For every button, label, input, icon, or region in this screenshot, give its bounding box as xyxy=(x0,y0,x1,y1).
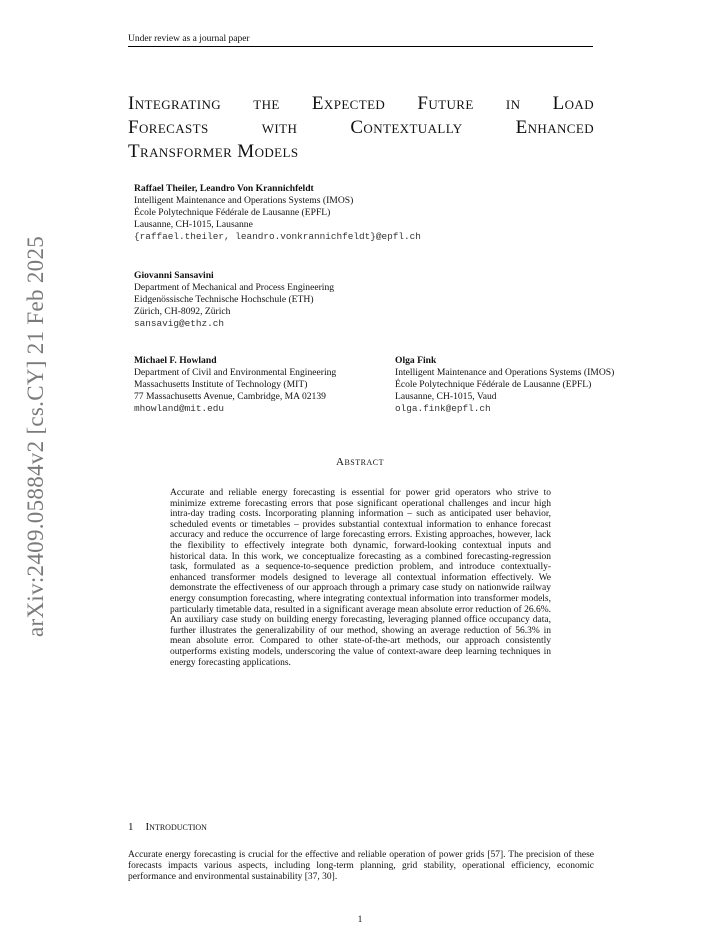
section-heading xyxy=(128,821,207,833)
running-header: Under review as a journal paper xyxy=(128,34,593,47)
affiliation-line: Intelligent Maintenance and Operations Systems (IMOS) xyxy=(134,195,354,207)
author-name: Giovanni Sansavini xyxy=(134,270,214,281)
section-number: 1 xyxy=(128,821,134,833)
affiliation-line: Zürich, CH-8092, Zürich xyxy=(134,306,231,318)
title-line-3: Transformer Models xyxy=(128,141,299,162)
arxiv-stamp: arXiv:2409.05884v2 [cs.CY] 21 Feb 2025 xyxy=(23,235,48,637)
author-email: olga.fink@epfl.ch xyxy=(395,403,491,415)
affiliation-line: Intelligent Maintenance and Operations Systems (IMOS) xyxy=(395,367,615,379)
affiliation-line: Department of Civil and Environmental Engineering xyxy=(134,367,337,379)
author-block-4 xyxy=(395,355,614,415)
title-line-1: Integrating the Expected Future in Load xyxy=(128,93,594,114)
affiliation-line: Lausanne, CH-1015, Lausanne xyxy=(134,219,253,231)
affiliation-line: Department of Mechanical and Process Engineering xyxy=(134,282,335,294)
author-block-1 xyxy=(134,183,421,243)
title-line-2: Forecasts with Contextually Enhanced xyxy=(128,117,594,138)
author-email: {raffael.theiler, leandro.vonkrannichfeldt}@epfl.ch xyxy=(134,231,421,243)
author-block-3 xyxy=(134,355,336,415)
section-title: Introduction xyxy=(145,821,207,833)
author-name: Olga Fink xyxy=(395,355,437,366)
affiliation-line: École Polytechnique Fédérale de Lausanne (EPFL) xyxy=(395,379,592,391)
affiliation-line: Eidgenössische Technische Hochschule (ETH) xyxy=(134,294,314,306)
affiliation-line: École Polytechnique Fédérale de Lausanne (EPFL) xyxy=(134,207,331,219)
author-name: Michael F. Howland xyxy=(134,355,217,366)
abstract-body: Accurate and reliable energy forecasting is essential for power grid operators who strive to minimize extreme forecasting errors that pose significant operational challenges and incur high intra-day trading costs. Incorporating planning information – such as anticipated user behavior, scheduled events or timetables – provides substantial contextual information to enhance forecast accuracy and reduce the occurrence of large forecasting errors. Existing approaches, however, lack the flexibility to effectively integrate both dynamic, forward-looking contextual inputs and historical data. In this work, we conceptualize forecasting as a combined forecasting-regression task, formulated as a sequence-to-sequence prediction problem, and introduce contextually-enhanced transformer models designed to leverage all contextual information effectively. We demonstrate the effectiveness of our approach through a primary case study on nationwide railway energy consumption forecasting, where integrating contextual information into transformer models, particularly timetable data, resulted in a significant average mean absolute error reduction of 26.6%. An auxiliary case study on building energy forecasting, leveraging planned office occupancy data, further illustrates the generalizability of our method, showing an average reduction of 56.3% in mean absolute error. Compared to other state-of-the-art methods, our approach consistently outperforms existing models, underscoring the value of context-aware deep learning techniques in energy forecasting applications. xyxy=(170,488,551,668)
affiliation-line: Lausanne, CH-1015, Vaud xyxy=(395,391,497,403)
author-email: mhowland@mit.edu xyxy=(134,403,225,415)
abstract-heading: Abstract xyxy=(336,456,384,468)
affiliation-line: 77 Massachusetts Avenue, Cambridge, MA 02139 xyxy=(134,391,326,403)
intro-paragraph: Accurate energy forecasting is crucial for the effective and reliable operation of power grids [57]. The precision of these forecasts impacts various aspects, including long-term planning, grid stability, operational efficiency, economic performance and environmental sustainability [37, 30]. xyxy=(128,850,594,882)
author-email: sansavig@ethz.ch xyxy=(134,318,225,330)
page-number: 1 xyxy=(357,915,363,925)
affiliation-line: Massachusetts Institute of Technology (MIT) xyxy=(134,379,308,391)
paper-title xyxy=(128,92,594,164)
author-name: Raffael Theiler, Leandro Von Krannichfeldt xyxy=(134,183,314,194)
author-block-2 xyxy=(134,270,334,330)
